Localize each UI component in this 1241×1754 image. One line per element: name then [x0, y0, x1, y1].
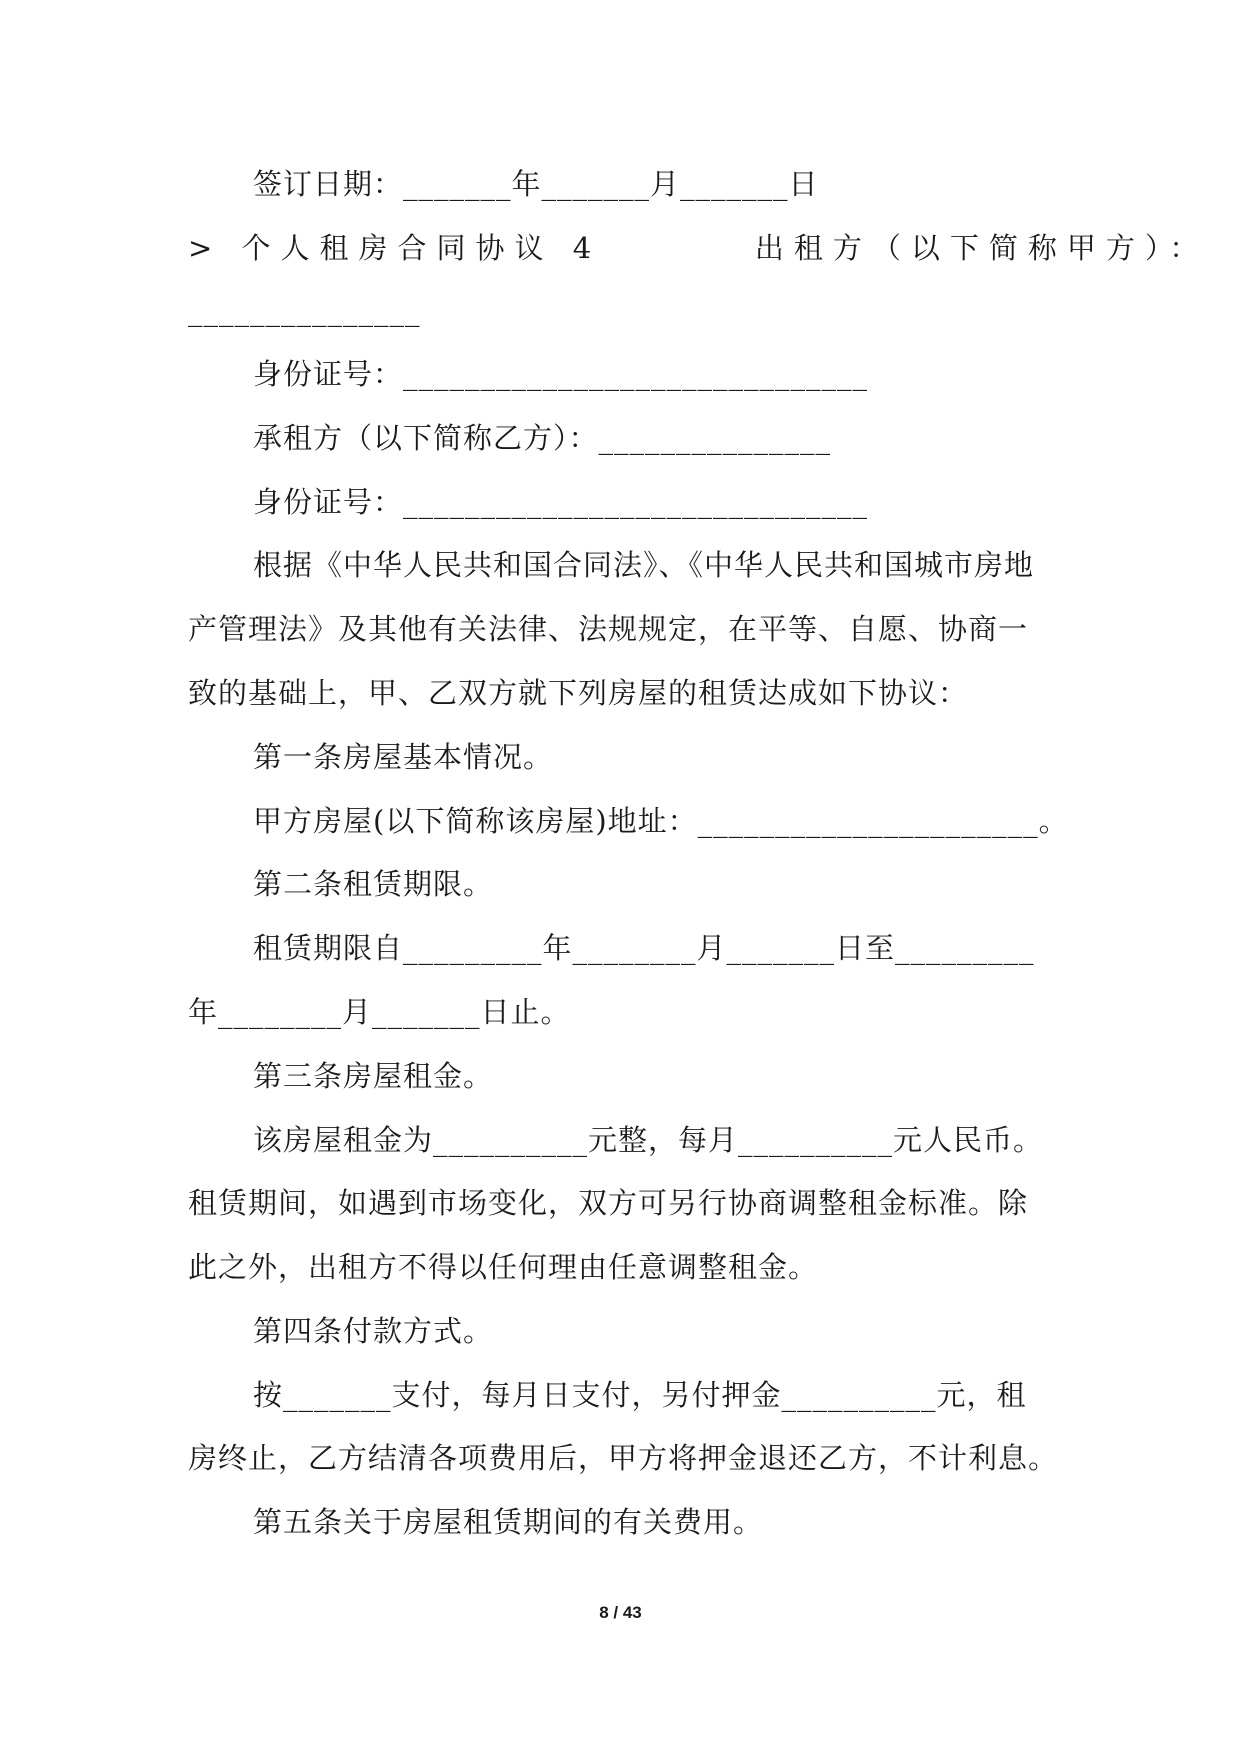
payment-line: 按_______支付，每月日支付，另付押金__________元，租: [253, 1378, 1027, 1412]
rent-line: 该房屋租金为__________元整，每月__________元人民币。: [253, 1123, 1044, 1157]
address-line: 甲方房屋(以下简称该房屋)地址：______________________。: [253, 804, 1069, 838]
paragraph-line: 根据《中华人民共和国合同法》、《中华人民共和国城市房地: [253, 548, 1035, 582]
contract-title-line: > 个人租房合同协议 4 出租方（以下简称甲方）：: [188, 231, 1209, 265]
landlord-id-line: 身份证号：______________________________: [253, 357, 869, 391]
article-heading: 第四条付款方式。: [253, 1314, 494, 1348]
tenant-line: 承租方（以下简称乙方）：_______________: [253, 421, 832, 455]
article-heading: 第三条房屋租金。: [253, 1059, 494, 1093]
article-heading: 第二条租赁期限。: [253, 867, 494, 901]
paragraph-line: 此之外，出租方不得以任何理由任意调整租金。: [188, 1250, 819, 1284]
page-number: 8 / 43: [599, 1603, 642, 1622]
paragraph-line: 房终止，乙方结清各项费用后，甲方将押金退还乙方，不计利息。: [188, 1441, 1059, 1475]
lease-term-line: 年________月_______日止。: [188, 995, 571, 1029]
tenant-id-line: 身份证号：______________________________: [253, 485, 869, 519]
article-heading: 第一条房屋基本情况。: [253, 740, 554, 774]
lease-term-line: 租赁期限自_________年________月_______日至_________: [253, 931, 1035, 965]
paragraph-line: 致的基础上，甲、乙双方就下列房屋的租赁达成如下协议：: [188, 676, 969, 710]
article-heading: 第五条关于房屋租赁期间的有关费用。: [253, 1505, 764, 1539]
paragraph-line: 租赁期间，如遇到市场变化，双方可另行协商调整租金标准。除: [188, 1186, 1029, 1220]
sign-date-line: 签订日期：_______年_______月_______日: [253, 167, 819, 201]
paragraph-line: 产管理法》及其他有关法律、法规规定，在平等、自愿、协商一: [188, 612, 1029, 646]
landlord-name-blank: _______________: [188, 293, 421, 327]
